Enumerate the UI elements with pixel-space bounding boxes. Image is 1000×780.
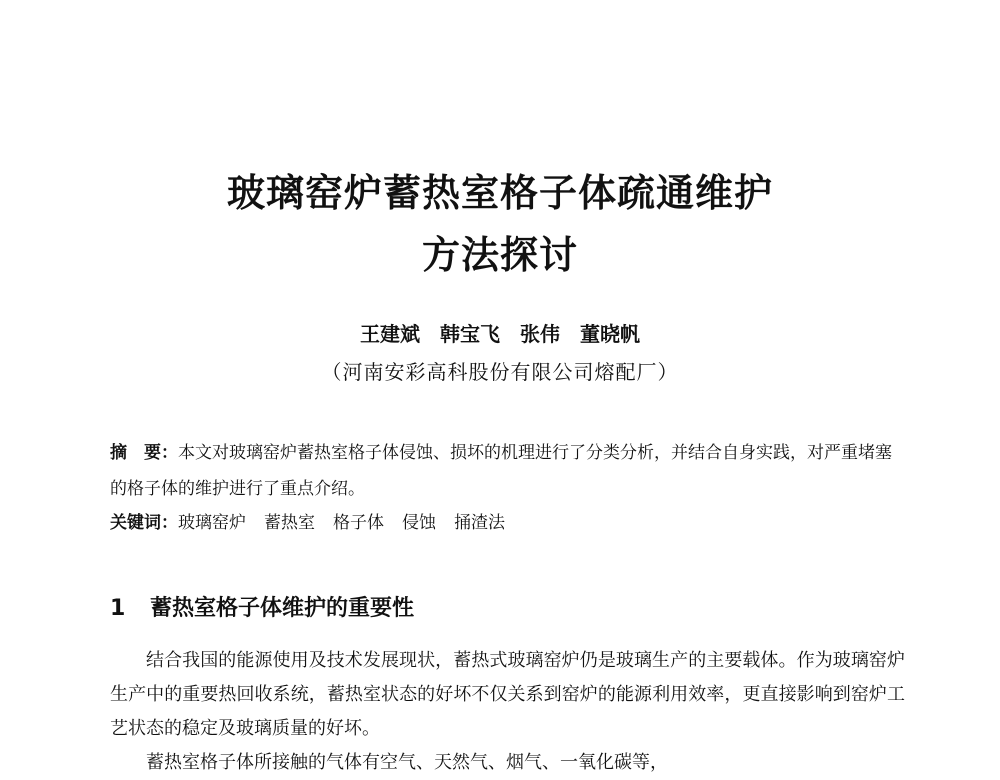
section-number: 1 [110,596,126,621]
abstract-text: 本文对玻璃窑炉蓄热室格子体侵蚀、损坏的机理进行了分类分析，并结合自身实践，对严重堵塞的格子体的维护进行了重点介绍。 [110,443,892,499]
author-list: 王建斌 韩宝飞 张伟 董晓帆 [360,322,640,346]
paper-title-line-2: 方法探讨 [421,233,578,277]
abstract [110,435,900,507]
keyword: 蓄热室 [264,513,315,533]
section-title: 蓄热室格子体维护的重要性 [150,596,415,621]
keyword: 玻璃窑炉 [178,513,246,533]
keywords [110,508,900,533]
keyword: 格子体 [333,513,384,533]
keywords-label: 关键词： [110,513,178,533]
abstract-label: 摘 要： [110,443,178,463]
keyword: 捅渣法 [454,513,505,533]
body-paragraph-partial: 蓄热室格子体所接触的气体有空气、天然气、烟气、一氧化碳等， [146,752,668,773]
keyword: 侵蚀 [402,513,436,533]
section-heading [110,591,414,622]
body-paragraph: 结合我国的能源使用及技术发展现状，蓄热式玻璃窑炉仍是玻璃生产的主要载体。作为玻璃窑炉生产中的重要热回收系统，蓄热室状态的好坏不仅关系到窑炉的能源利用效率，更直接影响到窑炉工艺状态的稳定及玻璃质量的好坏。 [110,650,905,739]
paper-title-line-1: 玻璃窑炉蓄热室格子体疏通维护 [226,171,773,215]
author-affiliation: （河南安彩高科股份有限公司熔配厂） [321,360,679,384]
